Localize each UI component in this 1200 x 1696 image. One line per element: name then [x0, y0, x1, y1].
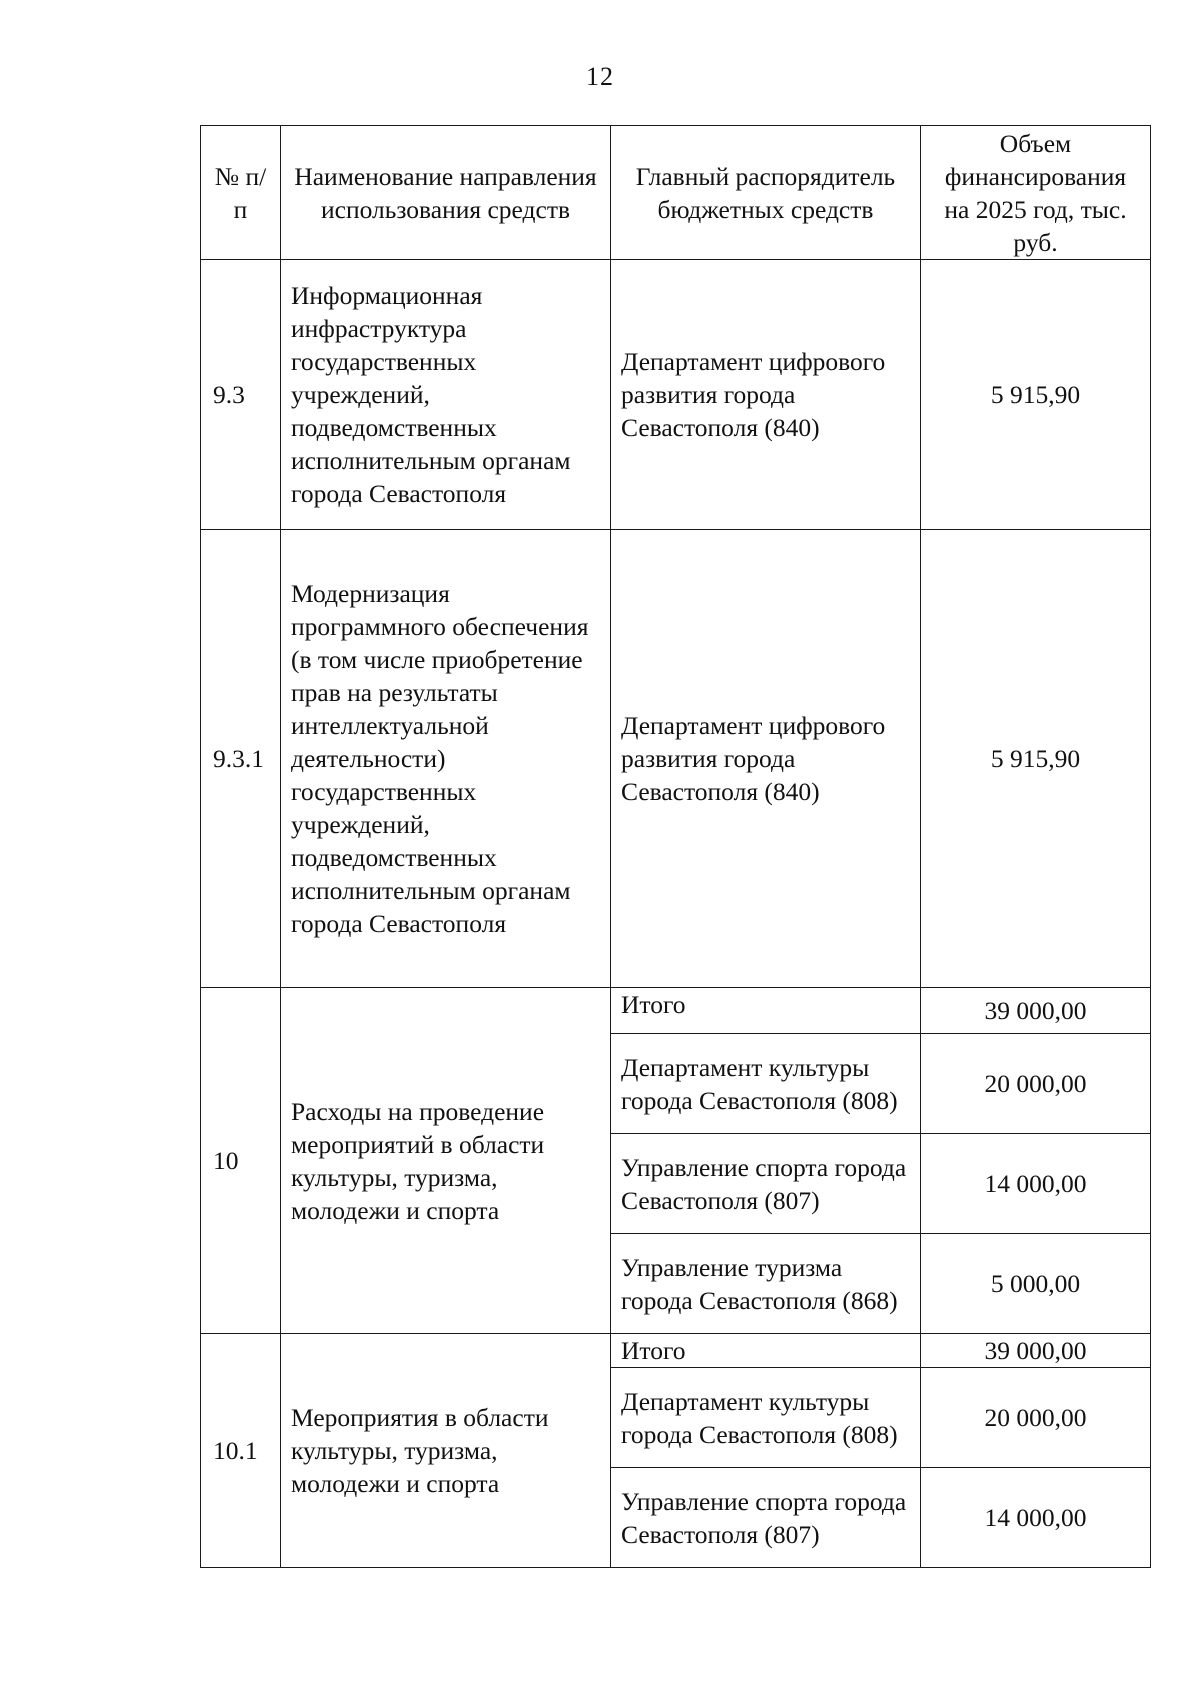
subrow-volume: 20 000,00 [921, 1034, 1151, 1134]
page-number: 12 [586, 62, 614, 91]
subrow-volume: 5 000,00 [921, 1234, 1151, 1334]
table-row [201, 260, 1151, 530]
row-total-label: Итого [611, 988, 921, 1034]
table-row [201, 1334, 1151, 1368]
subrow-volume: 14 000,00 [921, 1468, 1151, 1568]
header-name: Наименование направления использования средств [281, 126, 611, 260]
subrow-volume: 14 000,00 [921, 1134, 1151, 1234]
row-volume: 5 915,90 [921, 260, 1151, 530]
row-total-label: Итого [611, 1334, 921, 1368]
header-volume: Объем финансирования на 2025 год, тыс. руб. [921, 126, 1151, 260]
row-name: Мероприятия в области культуры, туризма, молодежи и спорта [281, 1334, 611, 1568]
row-dept: Департамент цифрового развития города Севастополя (840) [611, 260, 921, 530]
table-header-row [201, 126, 1151, 260]
row-dept: Департамент цифрового развития города Севастополя (840) [611, 530, 921, 988]
header-dept: Главный распорядитель бюджетных средств [611, 126, 921, 260]
row-name: Информационная инфраструктура государственных учреждений, подведомственных исполнительным органам города Севастополя [281, 260, 611, 530]
row-num: 10 [201, 988, 281, 1334]
subrow-dept: Департамент культуры города Севастополя (808) [611, 1368, 921, 1468]
row-volume: 5 915,90 [921, 530, 1151, 988]
row-total-volume: 39 000,00 [921, 1334, 1151, 1368]
header-num: № п/п [201, 126, 281, 260]
subrow-dept: Департамент культуры города Севастополя (808) [611, 1034, 921, 1134]
subrow-dept: Управление спорта города Севастополя (807) [611, 1468, 921, 1568]
row-num: 9.3.1 [201, 530, 281, 988]
row-num: 9.3 [201, 260, 281, 530]
row-total-volume: 39 000,00 [921, 988, 1151, 1034]
budget-table [200, 125, 1151, 1568]
row-name: Модернизация программного обеспечения (в том числе приобретение прав на результаты интеллектуальной деятельности) государственных учреждений, подведомственных исполнительным органам города Севастополя [281, 530, 611, 988]
row-name: Расходы на проведение мероприятий в области культуры, туризма, молодежи и спорта [281, 988, 611, 1334]
table-row [201, 530, 1151, 988]
subrow-volume: 20 000,00 [921, 1368, 1151, 1468]
subrow-dept: Управление спорта города Севастополя (807) [611, 1134, 921, 1234]
row-num: 10.1 [201, 1334, 281, 1568]
subrow-dept: Управление туризма города Севастополя (868) [611, 1234, 921, 1334]
table-row [201, 988, 1151, 1034]
